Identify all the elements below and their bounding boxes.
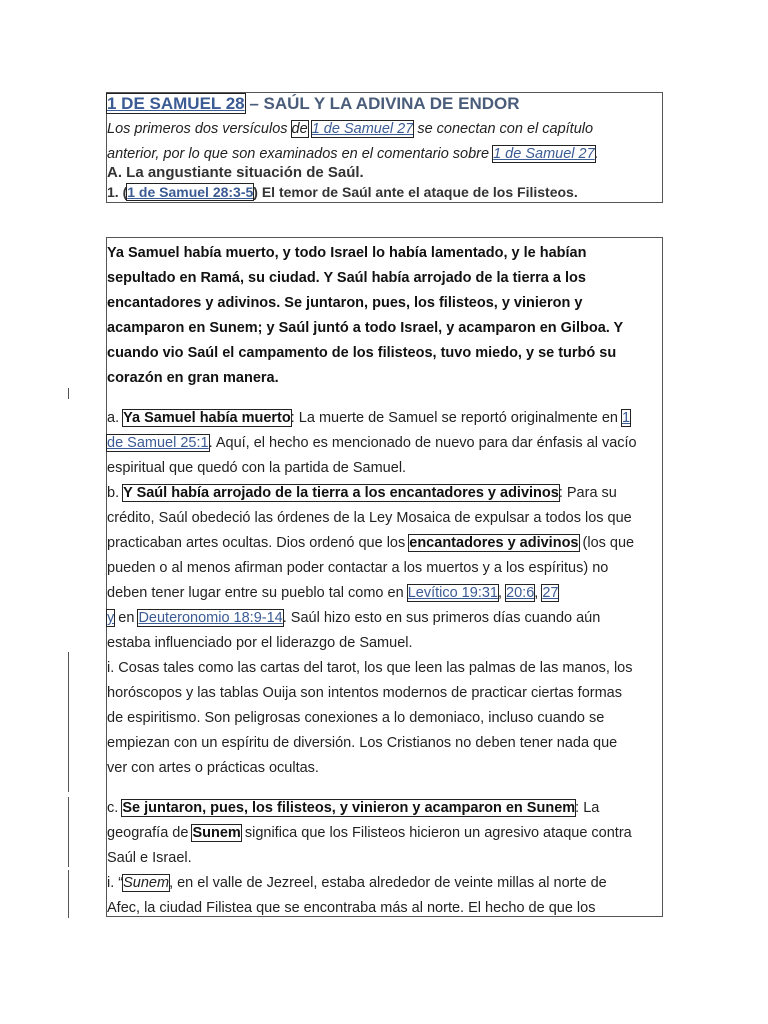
note-text: , en el valle de Jezreel, estaba alrededor de veinte millas al norte de [169,875,607,891]
margin-line [68,652,69,792]
intro-text: Los primeros dos versículos [107,121,292,137]
samuel-27-link[interactable]: 1 de Samuel 27 [311,121,414,137]
samuel-28-3-5-link[interactable]: 1 de Samuel 28:3-5 [127,184,254,200]
point-b-line-3 [107,535,661,551]
intro-text: se conectan con el capítulo [413,121,594,137]
point-a-line-3: espiritual que quedó con la partida de Samuel. [107,460,407,476]
separator: , [497,585,507,601]
samuel-25-1-link-cont[interactable]: de Samuel 25:1 [107,435,209,451]
levitico-27-link[interactable]: 27 [542,585,559,601]
scripture-line: sepultado en Ramá, su ciudad. Y Saúl había arrojado de la tierra a los [107,270,586,286]
margin-line [68,797,69,867]
intro-line-1 [107,121,661,137]
point-a-line-1 [107,410,661,426]
point-text: geografía de [107,825,193,841]
levitico-20-6-link[interactable]: 20:6 [506,585,535,601]
note-i-line: horóscopos y las tablas Ouija son intentos modernos de practicar ciertas formas [107,685,622,701]
levitico-19-31-link[interactable]: Levítico 19:31 [407,585,498,601]
title-text: – SAÚL Y LA ADIVINA DE ENDOR [244,94,520,113]
sunem-emphasis: Sunem [192,825,241,841]
point-text: : La [575,800,600,816]
note-sunem-line-2: Afec, la ciudad Filistea que se encontraba más al norte. El hecho de que los [107,900,596,916]
separator: , [534,585,543,601]
samuel-27-link-2[interactable]: 1 de Samuel 27 [493,146,595,162]
margin-line [68,388,69,399]
title-reference-link[interactable]: 1 DE SAMUEL 28 [107,94,245,113]
sunem-italic: Sunem [123,875,170,891]
point-b-line-6 [107,610,661,626]
margin-line [68,870,69,918]
section-heading-a: A. La angustiante situación de Saúl. [107,164,364,181]
point-prefix: a. [107,410,124,426]
point-text: : La muerte de Samuel se reportó originalmente en [290,410,623,426]
intro-word-de: de [291,121,308,137]
note-sunem-line-1 [107,875,661,891]
subsection-heading-1 [107,184,661,200]
note-i-line: de espiritismo. Son peligrosas conexiones a lo demoniaco, incluso cuando se [107,710,605,726]
point-b-line-4: pueden o al menos afirman poder contactar a los muertos y a los espíritus) no [107,560,609,576]
point-text: practicaban artes ocultas. Dios ordenó que los [107,535,410,551]
note-prefix: i. “ [107,875,124,891]
point-text: significa que los Filisteos hicieron un agresivo ataque contra [240,825,632,841]
note-i-line: ver con artes o prácticas ocultas. [107,760,319,776]
point-b-line-2: crédito, Saúl obedeció las órdenes de la Ley Mosaica de expulsar a todos los que [107,510,632,526]
point-c-line-3: Saúl e Israel. [107,850,192,866]
scripture-line: acamparon en Sunem; y Saúl juntó a todo Israel, y acamparon en Gilboa. Y [107,320,624,336]
point-text: deben tener lugar entre su pueblo tal como en [107,585,408,601]
point-b-line-5 [107,585,661,601]
point-prefix: c. [107,800,123,816]
point-text: (los que [578,535,635,551]
note-i-line: empiezan con un espíritu de diversión. Los Cristianos no deben tener nada que [107,735,618,751]
point-a-line-2 [107,435,661,451]
subsection-text: 1. ( [107,184,128,200]
levitico-27-link-cont[interactable]: y [107,610,115,626]
scripture-line: Ya Samuel había muerto, y todo Israel lo había lamentado, y le habían [107,245,587,261]
point-b-line-7: estaba influenciado por el liderazgo de Samuel. [107,635,413,651]
scripture-line: corazón en gran manera. [107,370,279,386]
point-b-emphasis-2: encantadores y adivinos [409,535,579,551]
scripture-line: cuando vio Saúl el campamento de los filisteos, tuvo miedo, y se turbó su [107,345,617,361]
samuel-25-1-link[interactable]: 1 [622,410,631,426]
scripture-line: encantadores y adivinos. Se juntaron, pues, los filisteos, y vinieron y [107,295,583,311]
point-text: : Para su [558,485,617,501]
point-text: en [114,610,139,626]
page-title [107,94,661,114]
point-c-emphasis: Se juntaron, pues, los filisteos, y vinieron y acamparon en Sunem [122,800,576,816]
intro-text: anterior, por lo que son examinados en el comentario sobre [107,146,494,162]
deuteronomio-18-9-14-link[interactable]: Deuteronomio 18:9-14 [138,610,283,626]
intro-text: . [594,146,599,162]
note-i-line: i. Cosas tales como las cartas del tarot, los que leen las palmas de las manos, los [107,660,633,676]
point-b-emphasis: Y Saúl había arrojado de la tierra a los encantadores y adivinos [123,485,559,501]
point-prefix: b. [107,485,124,501]
point-text: . Saúl hizo esto en sus primeros días cuando aún [282,610,601,626]
intro-line-2 [107,146,661,162]
point-c-line-1 [107,800,661,816]
point-b-line-1 [107,485,661,501]
subsection-text: ) El temor de Saúl ante el ataque de los Filisteos. [253,184,578,200]
point-c-line-2 [107,825,661,841]
point-a-emphasis: Ya Samuel había muerto [123,410,291,426]
point-text: . Aquí, el hecho es mencionado de nuevo para dar énfasis al vacío [208,435,637,451]
